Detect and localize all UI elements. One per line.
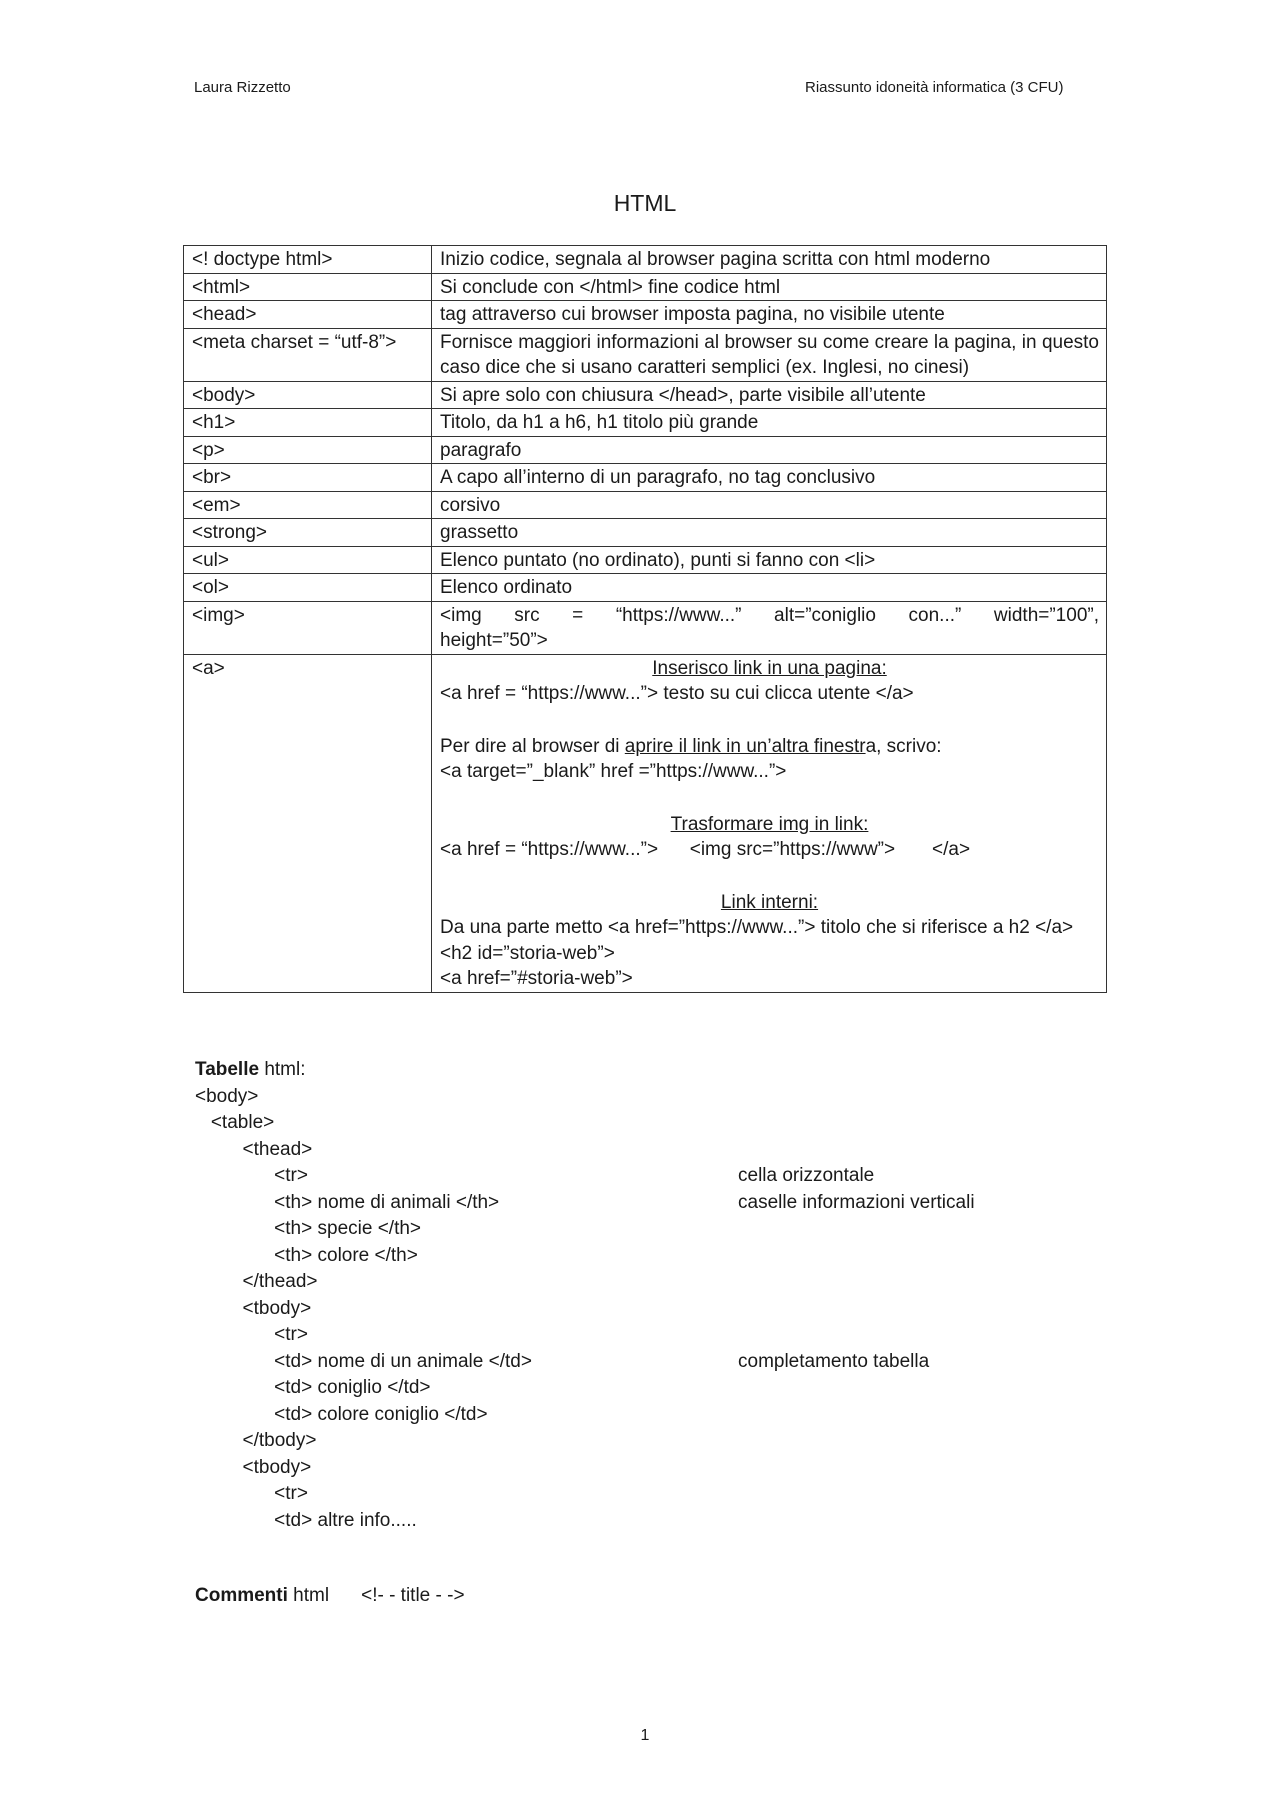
img-example-line1: <img src = “https://www...” alt=”coniglio con...” width=”100”, [440, 604, 1099, 626]
desc-cell: corsivo [432, 491, 1107, 519]
header-doc-title: Riassunto idoneità informatica (3 CFU) [805, 79, 1064, 96]
table-row [184, 436, 1107, 464]
code-line [195, 1084, 532, 1111]
table-row [184, 328, 1107, 381]
desc-cell: paragrafo [432, 436, 1107, 464]
tabelle-heading [195, 1057, 532, 1084]
desc-cell [432, 654, 1107, 992]
tag-cell: <html> [184, 273, 432, 301]
code-line [195, 1269, 532, 1296]
code-text: <tr> [195, 1165, 308, 1186]
table-row-a [184, 654, 1107, 992]
underlined-fragment: aprire il link in un’altra finestr [624, 735, 866, 757]
commenti-rest: html [287, 1585, 330, 1606]
code-line [195, 1402, 532, 1429]
table-row [184, 409, 1107, 437]
page-number: 1 [640, 1727, 650, 1744]
code-line [195, 1428, 532, 1455]
spacer [440, 785, 1099, 812]
code-line [195, 1163, 875, 1190]
desc-cell: Elenco puntato (no ordinato), punti si fanno con <li> [432, 546, 1107, 574]
code-line: <a target=”_blank” href =”https://www...”> [440, 761, 787, 782]
subheading-internal-links: Link interni: [720, 891, 819, 913]
tag-cell: <meta charset = “utf-8”> [184, 328, 432, 381]
text-fragment: Per dire al browser di [440, 735, 625, 757]
code-line [195, 1322, 532, 1349]
code-line [195, 1481, 532, 1508]
tag-cell: <em> [184, 491, 432, 519]
text-line [440, 734, 1099, 760]
table-row [184, 491, 1107, 519]
subheading-insert-link: Inserisco link in una pagina: [652, 657, 887, 679]
commenti-code: <!- - title - -> [361, 1585, 465, 1606]
table-row [184, 519, 1107, 547]
code-text: </tbody> [195, 1430, 317, 1451]
table-row [184, 381, 1107, 409]
desc-cell [432, 601, 1107, 654]
tag-cell: <body> [184, 381, 432, 409]
table-row-img [184, 601, 1107, 654]
code-text: </thead> [195, 1271, 318, 1292]
desc-cell: Si conclude con </html> fine codice html [432, 273, 1107, 301]
desc-cell: Inizio codice, segnala al browser pagina scritta con html moderno [432, 246, 1107, 274]
code-text: <th> specie </th> [195, 1218, 422, 1239]
desc-cell: tag attraverso cui browser imposta pagina, no visibile utente [432, 301, 1107, 329]
code-line [195, 1455, 532, 1482]
code-line [195, 1375, 532, 1402]
code-text: <tbody> [195, 1297, 312, 1319]
table-row [184, 301, 1107, 329]
desc-cell: Titolo, da h1 a h6, h1 titolo più grande [432, 409, 1107, 437]
code-note: caselle informazioni verticali [738, 1191, 975, 1213]
commenti-line [195, 1585, 465, 1607]
desc-cell: Fornisce maggiori informazioni al browser su come creare la pagina, in questo caso dice che si usano caratteri semplici (ex. Inglesi, no cinesi) [432, 328, 1107, 381]
tag-cell: <! doctype html> [184, 246, 432, 274]
code-line [195, 1110, 532, 1137]
desc-cell: Si apre solo con chiusura </head>, parte visibile all’utente [432, 381, 1107, 409]
code-text: <th> colore </th> [195, 1244, 418, 1266]
spacer [440, 863, 1099, 890]
html-tags-table [183, 245, 1107, 993]
code-text: <th> nome di animali </th> [195, 1191, 500, 1213]
commenti-bold: Commenti [195, 1585, 288, 1606]
tag-cell: <strong> [184, 519, 432, 547]
code-line [195, 1190, 975, 1217]
code-text: <tr> [195, 1324, 308, 1345]
tag-cell: <ol> [184, 574, 432, 602]
page-title: HTML [613, 190, 677, 216]
desc-cell: grassetto [432, 519, 1107, 547]
code-text: <td> nome di un animale </td> [195, 1350, 532, 1372]
table-row [184, 246, 1107, 274]
code-line [195, 1216, 532, 1243]
tag-cell: <p> [184, 436, 432, 464]
code-line: <a href=”#storia-web”> [440, 968, 633, 989]
tabelle-heading-rest: html: [259, 1059, 306, 1080]
tag-cell: <ul> [184, 546, 432, 574]
tag-cell: <head> [184, 301, 432, 329]
code-text: <thead> [195, 1138, 313, 1160]
code-line [195, 1296, 532, 1323]
code-text: <td> altre info..... [195, 1509, 417, 1531]
text-fragment: a, scrivo: [865, 735, 942, 757]
code-line [195, 1137, 532, 1164]
subheading-img-link: Trasformare img in link: [670, 813, 869, 835]
code-note: completamento tabella [738, 1350, 930, 1372]
table-row [184, 546, 1107, 574]
tag-cell: <br> [184, 464, 432, 492]
table-body [184, 246, 1107, 993]
code-line: <a href = “https://www...”> <img src=”https://www”> </a> [440, 839, 971, 860]
code-text: <td> colore coniglio </td> [195, 1403, 488, 1425]
code-line: <a href = “https://www...”> testo su cui clicca utente </a> [440, 683, 914, 704]
code-line [195, 1243, 532, 1270]
tag-cell: <h1> [184, 409, 432, 437]
code-line [195, 1349, 930, 1376]
code-text: <table> [195, 1112, 275, 1133]
tag-cell: <img> [184, 601, 432, 654]
code-line [195, 1508, 532, 1535]
tabelle-section [195, 1057, 975, 1534]
tag-cell: <a> [184, 654, 432, 992]
code-text: <td> coniglio </td> [195, 1377, 431, 1398]
desc-cell: A capo all’interno di un paragrafo, no tag conclusivo [432, 464, 1107, 492]
code-line: <h2 id=”storia-web”> [440, 942, 615, 964]
table-row [184, 273, 1107, 301]
header-author: Laura Rizzetto [194, 79, 291, 96]
img-example-line2: height=”50”> [440, 630, 548, 651]
code-note: cella orizzontale [738, 1165, 875, 1186]
code-text: <body> [195, 1085, 259, 1107]
table-row [184, 464, 1107, 492]
desc-cell: Elenco ordinato [432, 574, 1107, 602]
table-row [184, 574, 1107, 602]
code-text: <tbody> [195, 1456, 312, 1478]
text-line: Da una parte metto <a href=”https://www...”> titolo che si riferisce a h2 </a> [440, 917, 1074, 938]
code-text: <tr> [195, 1483, 308, 1504]
spacer [440, 707, 1099, 734]
tabelle-heading-bold: Tabelle [195, 1059, 260, 1080]
